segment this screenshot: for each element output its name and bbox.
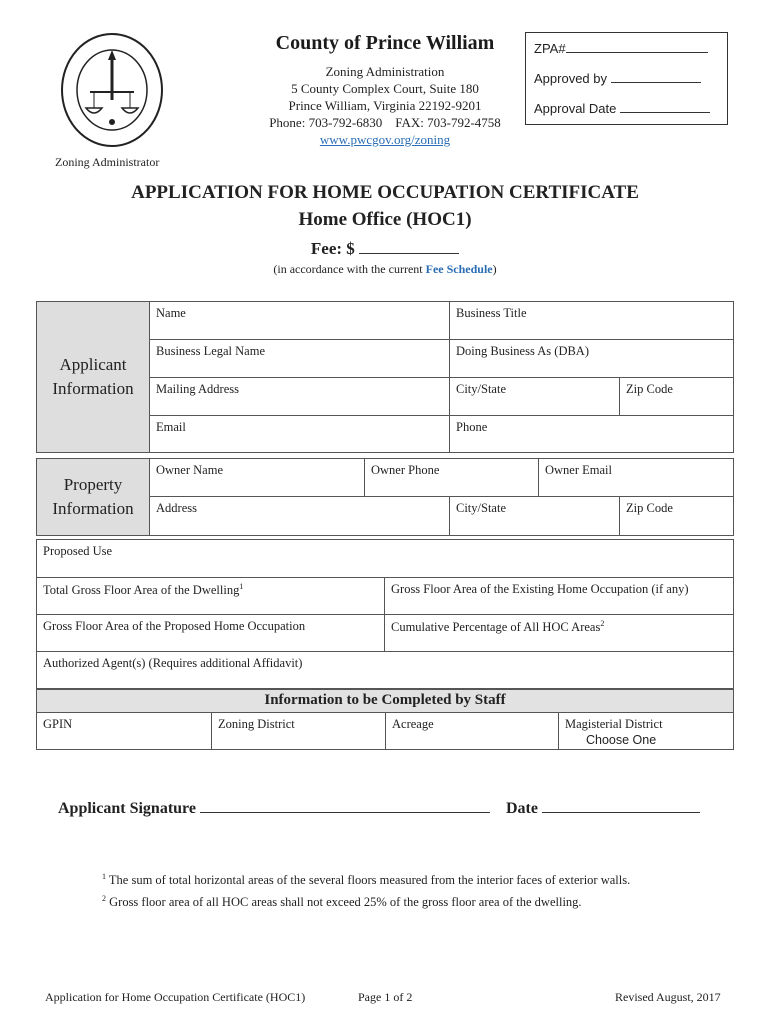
department-name: Zoning Administration xyxy=(325,64,445,79)
magisterial-district-label: Magisterial District xyxy=(565,717,663,731)
footnote-2-text: Gross floor area of all HOC areas shall not exceed 25% of the gross floor area of the dwelling. xyxy=(106,895,582,910)
applicant-email-field[interactable]: Email xyxy=(149,415,450,453)
applicant-label-line2: Information xyxy=(52,379,134,398)
footer-form-name: Application for Home Occupation Certificate (HOC1) xyxy=(45,990,306,1004)
approved-by-label: Approved by xyxy=(534,71,607,86)
fee-line[interactable] xyxy=(0,239,770,259)
footnote-2-mark: 2 xyxy=(102,894,106,903)
applicant-phone-field[interactable]: Phone xyxy=(449,415,734,453)
city-address: Prince William, Virginia 22192-9201 xyxy=(288,98,482,113)
header-address-block xyxy=(255,32,515,148)
applicant-signature-label: Applicant Signature xyxy=(58,800,196,817)
applicant-zip-field[interactable]: Zip Code xyxy=(619,377,734,416)
applicant-label-line1: Applicant xyxy=(59,355,127,374)
proposed-use-field[interactable]: Proposed Use xyxy=(36,539,734,578)
footnote-1-text: The sum of total horizontal areas of the several floors measured from the interior faces of exterior walls. xyxy=(106,873,631,888)
approved-by-line[interactable] xyxy=(534,69,727,99)
zoning-district-field[interactable]: Zoning District xyxy=(211,712,386,750)
proposed-gross-floor-area-field[interactable]: Gross Floor Area of the Proposed Home Occupation xyxy=(36,614,385,652)
property-address-field[interactable]: Address xyxy=(149,496,450,536)
property-section-label xyxy=(36,458,150,536)
acreage-field[interactable]: Acreage xyxy=(385,712,559,750)
zpa-label: ZPA# xyxy=(534,41,566,56)
signature-date-field[interactable] xyxy=(542,798,700,813)
fee-schedule-link[interactable]: Fee Schedule xyxy=(425,262,493,276)
phone-fax: Phone: 703-792-6830 FAX: 703-792-4758 xyxy=(269,115,501,130)
applicant-signature-field[interactable] xyxy=(200,798,490,813)
staff-section-banner: Information to be Completed by Staff xyxy=(36,689,734,713)
owner-name-field[interactable]: Owner Name xyxy=(149,458,365,497)
form-title: APPLICATION FOR HOME OCCUPATION CERTIFICATE xyxy=(131,182,639,203)
magisterial-district-select[interactable]: Choose One xyxy=(586,733,657,747)
fee-label: Fee: $ xyxy=(310,239,355,258)
business-legal-name-field[interactable]: Business Legal Name xyxy=(149,339,450,378)
footer-page-number: Page 1 of 2 xyxy=(358,990,413,1004)
footer-revised-date: Revised August, 2017 xyxy=(615,990,721,1004)
footnote-1-mark: 1 xyxy=(102,872,106,881)
county-seal xyxy=(58,30,166,150)
zoning-administrator-label: Zoning Administrator xyxy=(55,155,160,169)
zpa-number-line[interactable] xyxy=(534,39,727,69)
form-subtitle: Home Office (HOC1) xyxy=(298,209,472,230)
footnote-2 xyxy=(102,894,582,910)
existing-gross-floor-area-field[interactable]: Gross Floor Area of the Existing Home Occupation (if any) xyxy=(384,577,734,615)
gpin-field[interactable]: GPIN xyxy=(36,712,212,750)
property-city-state-field[interactable]: City/State xyxy=(449,496,620,536)
applicant-city-state-field[interactable]: City/State xyxy=(449,377,620,416)
county-title: County of Prince William xyxy=(275,32,495,54)
county-seal-graphic xyxy=(58,30,166,150)
signature-line xyxy=(58,798,700,818)
total-gfa-label: Total Gross Floor Area of the Dwelling xyxy=(43,583,240,598)
mailing-address-field[interactable]: Mailing Address xyxy=(149,377,450,416)
magisterial-district-field[interactable] xyxy=(558,712,734,750)
business-title-field[interactable]: Business Title xyxy=(449,301,734,340)
cumulative-label: Cumulative Percentage of All HOC Areas xyxy=(391,620,601,635)
footnote-ref-2: 2 xyxy=(600,619,605,628)
owner-email-field[interactable]: Owner Email xyxy=(538,458,734,497)
property-label-line2: Information xyxy=(52,499,134,518)
footnote-1 xyxy=(102,872,630,888)
applicant-section-label xyxy=(36,301,150,453)
fee-note-close: ) xyxy=(492,262,497,276)
street-address: 5 County Complex Court, Suite 180 xyxy=(291,81,479,96)
cumulative-percentage-field[interactable] xyxy=(384,614,734,652)
property-zip-field[interactable]: Zip Code xyxy=(619,496,734,536)
website-link[interactable]: www.pwcgov.org/zoning xyxy=(319,132,451,147)
approval-date-label: Approval Date xyxy=(534,101,617,116)
fee-note xyxy=(0,262,770,277)
owner-phone-field[interactable]: Owner Phone xyxy=(364,458,539,497)
footnote-ref-1: 1 xyxy=(239,582,244,591)
total-gross-floor-area-field[interactable] xyxy=(36,577,385,615)
staff-use-box xyxy=(525,32,728,125)
signature-date-label: Date xyxy=(505,800,538,817)
authorized-agent-field[interactable]: Authorized Agent(s) (Requires additional Affidavit) xyxy=(36,651,734,689)
property-label-line1: Property xyxy=(63,475,123,494)
dba-field[interactable]: Doing Business As (DBA) xyxy=(449,339,734,378)
fee-note-text: (in accordance with the current xyxy=(273,262,426,276)
applicant-name-field[interactable]: Name xyxy=(149,301,450,340)
approval-date-line[interactable] xyxy=(534,99,727,129)
